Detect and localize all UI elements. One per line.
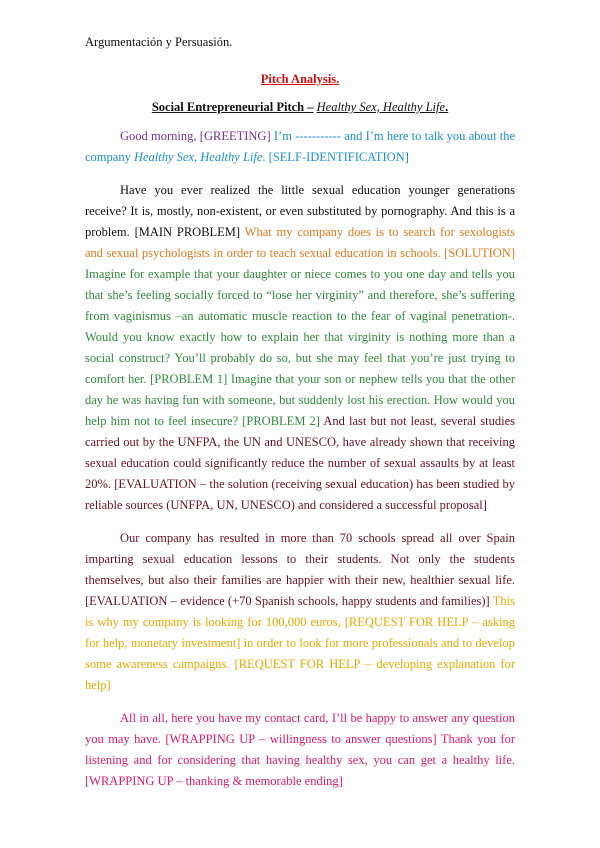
evidence-text: Our company has resulted in more than 70 schools spread all over Spain imparting sexual education lessons to their students. Not only the students themselves, but also their families are happier with their new, healthier sexual life. [EVALUATION – evidence (+70 Spanish schools, happy students and families)] (85, 531, 515, 608)
paragraph-greeting (85, 126, 515, 168)
request-text: This is why my company is looking for 100,000 euros, [REQUEST FOR HELP – asking for help, monetary investment] in order to look for more professionals and to develop some awareness campaigns. [REQUEST FOR HELP – developing explanation for help] (85, 594, 516, 692)
identification-part-b: . [SELF-IDENTIFICATION] (262, 150, 409, 164)
subtitle-end: . (445, 100, 449, 114)
subtitle-italic: Healthy Sex, Healthy Life (316, 100, 446, 114)
document-body (85, 126, 515, 804)
paragraph-wrapping (85, 708, 515, 792)
main-problem-text: Have you ever realized the little sexual education younger generations receive? It is, mostly, non-existent, or even substituted by pornography. And this is a problem. [MAIN PROBLEM] (85, 183, 515, 239)
problems-text: Imagine for example that your daughter or niece comes to you one day and tells you that she’s feeling socially forced to “lose her virginity” and therefore, she’s suffering from vaginismus –an automatic muscle reaction to the fear of vaginal penetration-. Would you know exactly how to explain her that virginity is nothing more than a social construct? You’ll probably do so, but she may feel that you’re just trying to comfort her. [PROBLEM 1] Imagine that your son or nephew tells you that the other day he was having fun with someone, but suddenly lost his erection. How would you help him not to feel insecure? [PROBLEM 2] (85, 267, 515, 428)
identification-part-a: I’m ----------- and I’m here to talk you about the company (85, 129, 516, 164)
paragraph-evidence (85, 528, 515, 696)
company-name: Healthy Sex, Healthy Life (133, 150, 263, 164)
evaluation-text: And last but not least, several studies carried out by the UNFPA, the UN and UNESCO, have already shown that receiving sexual education could significantly reduce the number of sexual assaults by at least 20%. [EVALUATION – the solution (receiving sexual education) has been studied by reliable sources (UNFPA, UN, UNESCO) and considered a successful proposal] (85, 414, 515, 512)
subtitle-bold: Social Entrepreneurial Pitch – (151, 100, 314, 114)
document-subtitle (0, 100, 600, 115)
greeting-text: Good morning, [GREETING] (120, 129, 271, 143)
paragraph-problem (85, 180, 515, 516)
document-header: Argumentación y Persuasión. (85, 35, 233, 49)
document-title: Pitch Analysis. (260, 72, 340, 86)
solution-text: What my company does is to search for sexologists and sexual psychologists in order to teach sexual education in schools. [SOLUTION] (85, 225, 515, 260)
wrapping-text: All in all, here you have my contact card, I’ll be happy to answer any question you may have. [WRAPPING UP – willingness to answer questions] Thank you for listening and for considering that having healthy sex, you can get a healthy life. [WRAPPING UP – thanking & memorable ending] (85, 711, 515, 788)
